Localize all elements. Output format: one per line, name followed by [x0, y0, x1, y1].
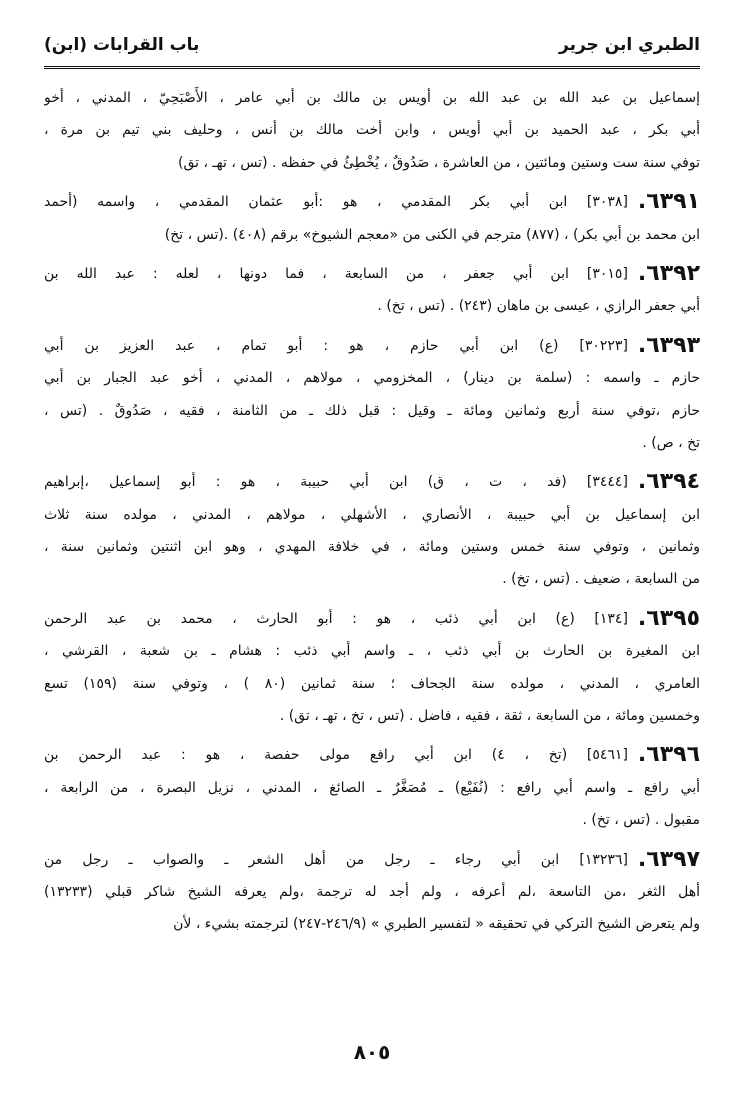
entry-block [44, 186, 700, 251]
entry-spacer [44, 179, 700, 186]
entry-spacer [44, 837, 700, 844]
entry-text: مقبول . (تس ، تخ) . [582, 812, 700, 829]
running-header [44, 28, 700, 62]
entry-number: ٦٣٩٧. [637, 846, 700, 872]
entry-number: ٦٣٩٣. [637, 332, 700, 358]
entry-text: ابن إسماعيل بن أبي حبيبة ، الأنصاري ، الأشهلي ، مولاهم ، المدني ، مولده سنة ثلاث [44, 506, 700, 523]
entry-text: ولم يتعرض الشيخ التركي في تحقيقه « لتفسير الطبري » (٢٤٦/٩-٢٤٧) لترجمته بشيء ، لأن [173, 916, 700, 933]
entry-text: أبي جعفر الرازي ، عيسى بن ماهان (٢٤٣) . (تس ، تخ) . [377, 298, 700, 315]
header-section-title: باب القرابات (ابن) [44, 35, 200, 55]
entry-text: [٣٠٢٢٣] (ع) ابن أبي حازم ، هو : أبو تمام ، عبد العزيز بن أبي [44, 337, 628, 354]
entry-block [44, 466, 700, 596]
entry-block [44, 258, 700, 323]
entry-text: [٥٤٦١] (تخ ، ٤) ابن أبي رافع مولى حفصة ، هو : عبد الرحمن بن [44, 747, 628, 764]
entry-line [44, 258, 700, 290]
entry-line [44, 563, 700, 595]
entry-spacer [44, 732, 700, 739]
entry-text: أبي بكر ، عبد الحميد بن أبي أويس ، وابن أخت مالك بن أنس ، وحليف بني تيم بن مرة ، [44, 122, 700, 139]
entry-line [44, 395, 700, 427]
entry-text: ابن محمد بن أبي بكر) ، (٨٧٧) مترجم في الكنى من «معجم الشيوخ» برقم (٤٠٨) .(تس ، تخ) [164, 226, 700, 243]
entry-spacer [44, 596, 700, 603]
entry-line [44, 531, 700, 563]
entry-line [44, 603, 700, 635]
entry-block [44, 603, 700, 733]
entry-text: وثمانين ، وتوفي سنة خمس وستين ومائة ، في خلافة المهدي ، وهو ابن اثنتين وثمانين سنة ، [44, 539, 700, 556]
entry-block [44, 844, 700, 941]
entry-line [44, 876, 700, 908]
entry-number: ٦٣٩٤. [637, 469, 700, 495]
entry-number: ٦٣٩١. [637, 189, 700, 215]
entry-line [44, 466, 700, 498]
entry-spacer [44, 251, 700, 258]
page-body [44, 82, 700, 941]
entry-line [44, 635, 700, 667]
entry-text: ابن المغيرة بن الحارث بن أبي ذئب ، ـ واسم أبي ذئب : هشام ـ بن شعبة ، القرشي ، [44, 643, 700, 660]
entry-line [44, 739, 700, 771]
entry-block [44, 330, 700, 460]
entry-block [44, 739, 700, 836]
entry-line [44, 499, 700, 531]
header-rule [44, 66, 700, 72]
entry-line [44, 427, 700, 459]
entry-line [44, 147, 700, 179]
entry-text: تخ ، ص) . [642, 434, 700, 451]
entry-text: من السابعة ، ضعيف . (تس ، تخ) . [502, 571, 700, 588]
entry-line [44, 908, 700, 940]
entry-line [44, 668, 700, 700]
entry-number: ٦٣٩٥. [637, 605, 700, 631]
entry-line [44, 330, 700, 362]
entry-line [44, 804, 700, 836]
entry-line [44, 362, 700, 394]
entry-text: إسماعيل بن عبد الله بن عبد الله بن أويس بن مالك بن أبي عامر ، الأَصْبَحِيّ ، المدني ، أخو [44, 90, 700, 106]
entry-spacer [44, 323, 700, 330]
entry-line [44, 844, 700, 876]
entry-block [44, 82, 700, 179]
entry-number: ٦٣٩٢. [637, 260, 700, 286]
entry-text: حازم ،توفي سنة أربع وثمانين ومائة ـ وقيل : قبل ذلك ـ من الثامنة ، فقيه ، صَدُوقٌ . (تس ، [44, 402, 700, 419]
entry-text: [٣٤٤٤] (فد ، ت ، ق) ابن أبي حبيبة ، هو : أبو إسماعيل ،إبراهيم [44, 474, 628, 491]
entry-text: [٣٠١٥] ابن أبي جعفر ، من السابعة ، فما دونها ، لعله : عبد الله بن [44, 265, 628, 282]
entry-spacer [44, 459, 700, 466]
entry-number: ٦٣٩٦. [637, 742, 700, 768]
entry-text: [٣٠٣٨] ابن أبي بكر المقدمي ، هو :أبو عثمان المقدمي ، واسمه (أحمد [44, 194, 628, 211]
entry-line [44, 82, 700, 114]
entry-text: العامري ، المدني ، مولده سنة الجحاف ؛ سنة ثمانين (٨٠ ) ، وتوفي سنة (١٥٩) تسع [44, 675, 700, 692]
entry-line [44, 219, 700, 251]
entry-text: [١٣٢٣٦] ابن أبي رجاء ـ رجل من أهل الشعر ـ والصواب ـ رجل من [44, 851, 628, 868]
entry-text: توفي سنة ست وستين ومائتين ، من العاشرة ، صَدُوقٌ ، يُخْطِئُ في حفظه . (تس ، تهـ ، تق) [178, 154, 700, 171]
entry-text: وخمسين ومائة ، من السابعة ، ثقة ، فقيه ، فاضل . (تس ، تخ ، تهـ ، تق) . [279, 708, 700, 725]
entry-text: [١٣٤] (ع) ابن أبي ذئب ، هو : أبو الحارث ، محمد بن عبد الرحمن [44, 610, 628, 627]
entry-text: أبي رافع ـ واسم أبي رافع : (نُفَيْع) ـ مُصَغَّرٌ ـ الصائغ ، المدني ، نزيل البصرة ، من الرابعة ، [44, 779, 700, 796]
entry-line [44, 186, 700, 218]
entry-line [44, 772, 700, 804]
entry-text: أهل الثغر ،من التاسعة ،لم أعرفه ، ولم أجد له ترجمة ،ولم يعرفه الشيخ شاكر قبلي (١٣٢٣٣) [44, 883, 700, 900]
entry-line [44, 114, 700, 146]
page-number: ٨٠٥ [353, 1040, 391, 1064]
entry-line [44, 290, 700, 322]
header-book-title: الطبري ابن جرير [559, 35, 700, 55]
entry-text: حازم ـ واسمه : (سلمة بن دينار) ، المخزومي ، مولاهم ، المدني ، أخو عبد الجبار بن أبي [44, 370, 700, 387]
entry-line [44, 700, 700, 732]
